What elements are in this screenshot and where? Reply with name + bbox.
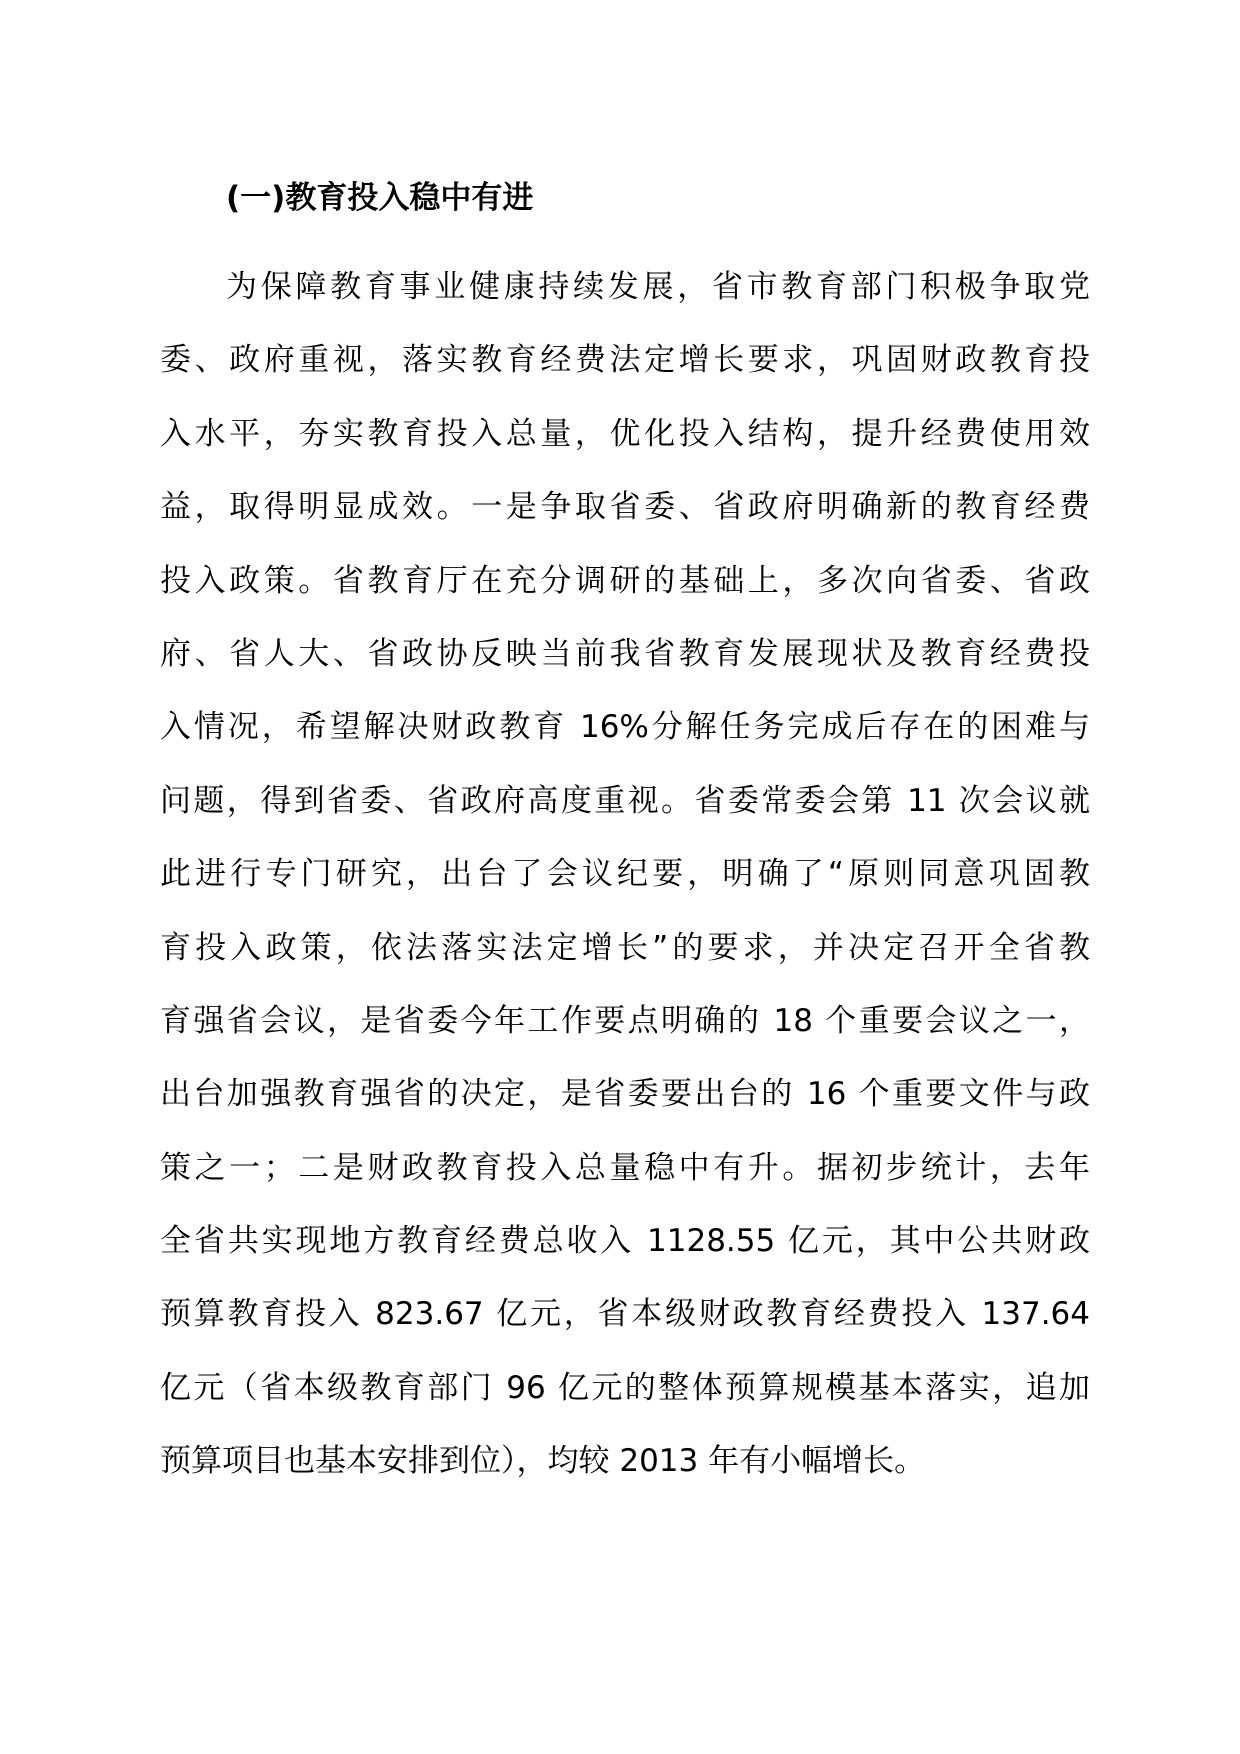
paragraph-line: 育投入政策，依法落实法定增长”的要求，并决定召开全省教 <box>160 929 1090 966</box>
paragraph-line: 育强省会议，是省委今年工作要点明确的 18 个重要会议之一， <box>160 1002 1090 1039</box>
paragraph-line: 益，取得明显成效。一是争取省委、省政府明确新的教育经费 <box>160 489 1090 526</box>
paragraph-line: 亿元（省本级教育部门 96 亿元的整体预算规模基本落实，追加 <box>160 1369 1090 1406</box>
paragraph-line: 预算项目也基本安排到位），均较 2013 年有小幅增长。 <box>160 1443 926 1480</box>
paragraph-line: 问题，得到省委、省政府高度重视。省委常委会第 11 次会议就 <box>160 782 1090 819</box>
paragraph-line: 投入政策。省教育厅在充分调研的基础上，多次向省委、省政 <box>160 562 1090 599</box>
paragraph-line: 入水平，夯实教育投入总量，优化投入结构，提升经费使用效 <box>160 415 1090 452</box>
paragraph-line: 此进行专门研究，出台了会议纪要，明确了“原则同意巩固教 <box>160 856 1090 893</box>
section-heading: (一)教育投入稳中有进 <box>226 180 534 216</box>
paragraph-line: 委、政府重视，落实教育经费法定增长要求，巩固财政教育投 <box>160 342 1090 379</box>
paragraph-line: 出台加强教育强省的决定，是省委要出台的 16 个重要文件与政 <box>160 1076 1090 1113</box>
paragraph-line: 入情况，希望解决财政教育 16%分解任务完成后存在的困难与 <box>160 709 1090 746</box>
paragraph-line: 全省共实现地方教育经费总收入 1128.55 亿元，其中公共财政 <box>160 1223 1090 1260</box>
paragraph-line: 府、省人大、省政协反映当前我省教育发展现状及教育经费投 <box>160 635 1090 672</box>
paragraph-line: 为保障教育事业健康持续发展，省市教育部门积极争取党 <box>226 269 1090 305</box>
body-paragraph <box>160 257 1090 1505</box>
paragraph-line: 策之一；二是财政教育投入总量稳中有升。据初步统计，去年 <box>160 1149 1090 1186</box>
paragraph-line: 预算教育投入 823.67 亿元，省本级财政教育经费投入 137.64 <box>160 1296 1090 1333</box>
